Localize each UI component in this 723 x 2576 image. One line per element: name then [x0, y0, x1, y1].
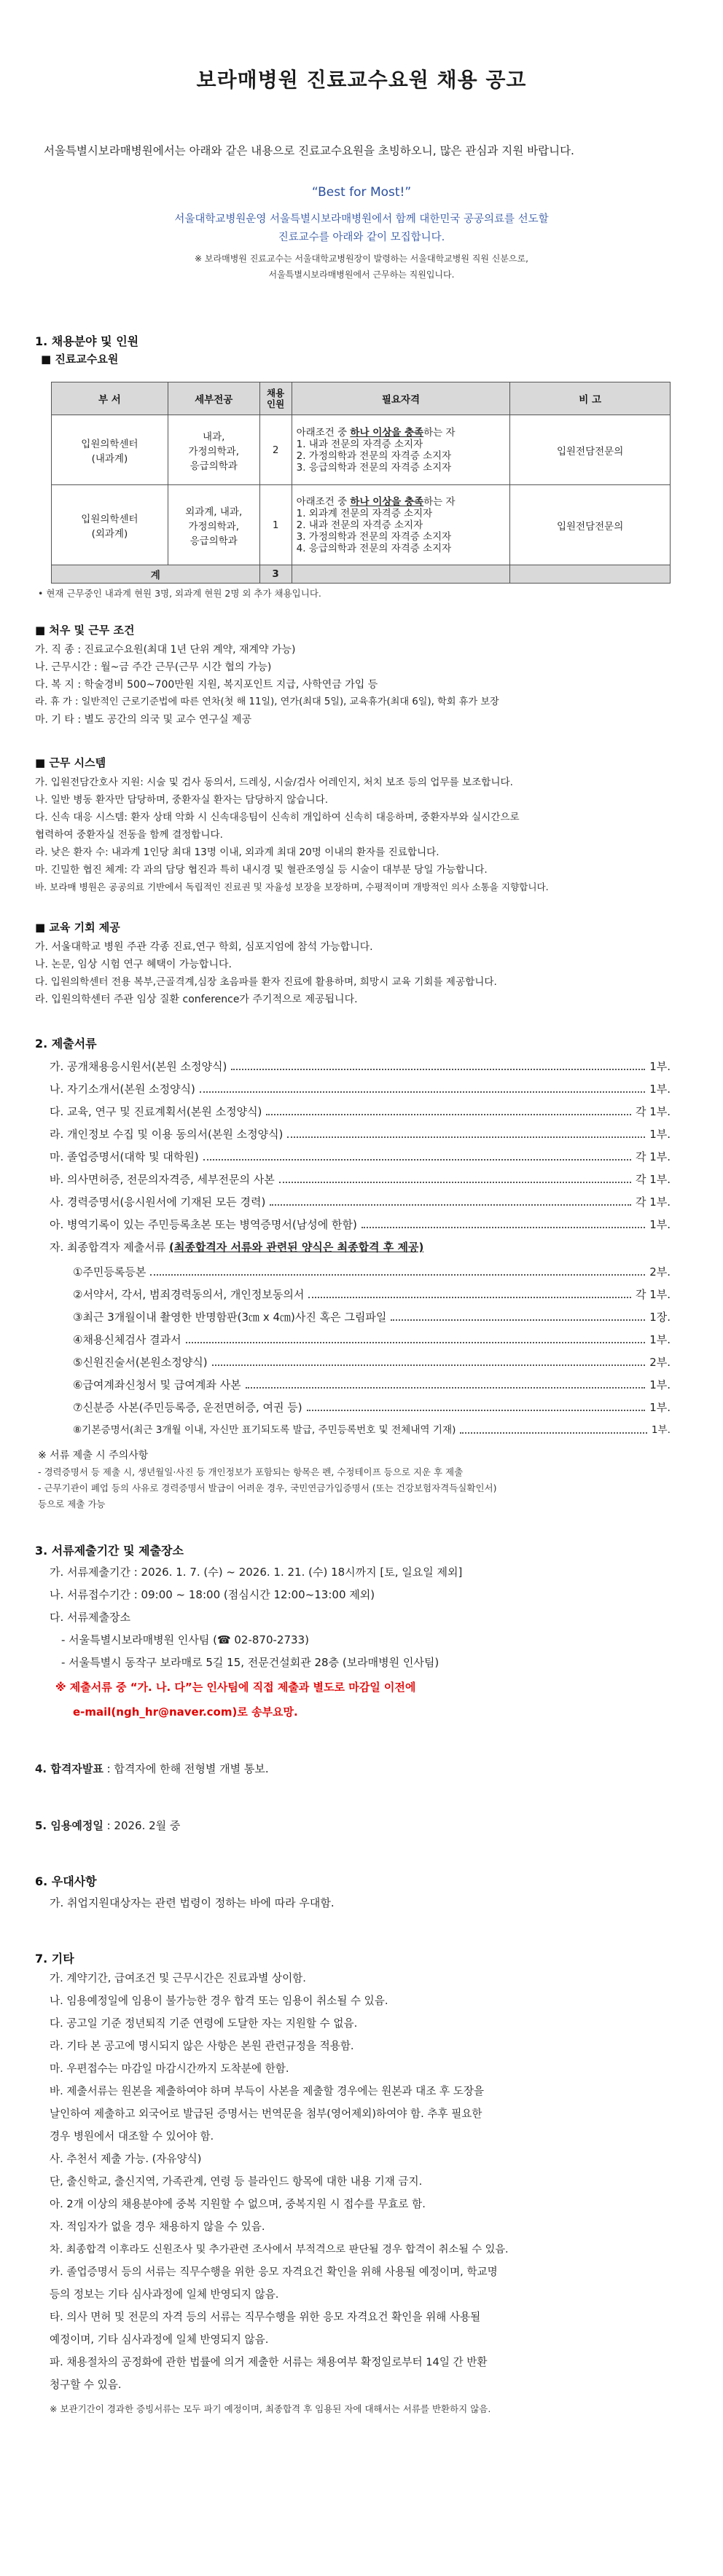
- th-requirements: 필요자격: [292, 382, 510, 415]
- etc-item: 다. 공고일 기준 정년퇴직 기준 연령에 도달한 자는 지원할 수 없음.: [50, 2017, 358, 2030]
- th-specialty: 세부전공: [168, 382, 259, 415]
- cell-dept: 입원의학센터 (외과계): [52, 485, 168, 565]
- cell-count: 2: [259, 415, 292, 485]
- etc-item: 자. 적임자가 없을 경우 채용하지 않을 수 있음.: [50, 2220, 265, 2233]
- document-item: 가. 공개채용응시원서(본원 소정양식) 1부.: [50, 1056, 671, 1077]
- document-item: 다. 교육, 연구 및 진료계획서(본원 소정양식) 각 1부.: [50, 1102, 671, 1122]
- education-heading: ■ 교육 기회 제공: [35, 921, 120, 934]
- etc-item: 사. 추천서 제출 가능. (자유양식): [50, 2153, 202, 2165]
- etc-item: 아. 2개 이상의 채용분야에 중복 지원할 수 없으며, 중복지원 시 접수를 무효로 함.: [50, 2198, 426, 2210]
- preference-heading: 6. 우대사항: [35, 1874, 97, 1888]
- system-item: 협력하여 중환자실 전동을 함께 결정합니다.: [35, 829, 223, 841]
- intro-text: 서울특별시보라매병원에서는 아래와 같은 내용으로 진료교수요원을 초빙하오니, 많은 관심과 지원 바랍니다.: [44, 144, 574, 157]
- recruit-table: [51, 382, 671, 584]
- etc-item: 라. 기타 본 공고에 명시되지 않은 사항은 본원 관련규정을 적용함.: [50, 2040, 354, 2052]
- etc-item: 가. 계약기간, 급여조건 및 근무시간은 진료과별 상이함.: [50, 1972, 306, 1984]
- etc-item: 파. 채용절차의 공정화에 관한 법률에 의거 제출한 서류는 채용여부 확정일로부터 14일 간 반환: [50, 2356, 488, 2368]
- cell-specialty: 외과계, 내과, 가정의학과, 응급의학과: [168, 485, 259, 565]
- education-item: 다. 입원의학센터 전용 복부,근골격계,심장 초음파를 환자 진료에 활용하며, 희망시 교육 기회를 제공합니다.: [35, 976, 497, 988]
- section-recruit-heading: 1. 채용분야 및 인원: [35, 334, 139, 348]
- condition-item: 다. 복 지 : 학술경비 500~700만원 지원, 복지포인트 지급, 사학연금 가입 등: [35, 679, 378, 691]
- motto-line-2: 진료교수를 아래와 같이 모집합니다.: [278, 232, 445, 243]
- condition-item: 마. 기 타 : 별도 공간의 의국 및 교수 연구실 제공: [35, 714, 252, 726]
- final-documents-label: 자. 최종합격자 제출서류 (최종합격자 서류와 관련된 양식은 최종합격 후 제공): [50, 1241, 424, 1254]
- etc-item: 타. 의사 면허 및 전문의 자격 등의 서류는 직무수행을 위한 응모 자격요건 확인을 위해 사용될: [50, 2311, 481, 2323]
- table-header-row: [52, 382, 671, 415]
- th-note: 비 고: [510, 382, 671, 415]
- announce-line: 4. 합격자발표 : 합격자에 한해 전형별 개별 통보.: [35, 1762, 269, 1775]
- table-row: [52, 415, 671, 485]
- etc-item: 등의 정보는 기타 심사과정에 일체 반영되지 않음.: [50, 2288, 279, 2301]
- table-row: [52, 485, 671, 565]
- system-item: 다. 신속 대응 시스템: 환자 상태 악화 시 신속대응팀이 신속히 개입하여 신속히 대응하며, 중환자부와 실시간으로: [35, 812, 520, 823]
- condition-item: 가. 직 종 : 진료교수요원(최대 1년 단위 계약, 재계약 가능): [35, 644, 296, 656]
- etc-item: 차. 최종합격 이후라도 신원조사 및 추가관련 조사에서 부적격으로 판단될 경우 합격이 취소될 수 있음.: [50, 2244, 509, 2255]
- document-item: 마. 졸업증명서(대학 및 대학원) 각 1부.: [50, 1147, 671, 1167]
- cell-count: 1: [259, 485, 292, 565]
- etc-item: 단, 출신학교, 출신지역, 가족관계, 연령 등 블라인드 항목에 대한 내용 기재 금지.: [50, 2175, 423, 2188]
- total-count: 3: [259, 565, 292, 584]
- education-item: 가. 서울대학교 병원 주관 각종 진료,연구 학회, 심포지엄에 참석 가능합니다.: [35, 941, 373, 953]
- final-document-item: ①주민등록등본 2부.: [73, 1262, 671, 1282]
- documents-note: - 근무기관이 폐업 등의 사유로 경력증명서 발급이 어려운 경우, 국민연금가입증명서 (또는 건강보험자격득실확인서): [38, 1483, 497, 1493]
- subsection-position: ■ 진료교수요원: [41, 353, 119, 366]
- condition-item: 라. 휴 가 : 일반적인 근로기준법에 따른 연차(첫 해 11일), 연가(최대 5일), 교육휴가(최대 6일), 학회 휴가 보장: [35, 696, 499, 707]
- final-document-item: ④채용신체검사 결과서 1부.: [73, 1330, 671, 1350]
- document-item: 사. 경력증명서(응시원서에 기재된 모든 경력) 각 1부.: [50, 1192, 671, 1212]
- submission-heading: 3. 서류제출기간 및 제출장소: [35, 1544, 184, 1558]
- table-total-row: [52, 565, 671, 584]
- final-document-item: ③최근 3개월이내 촬영한 반명함판(3㎝ x 4㎝)사진 혹은 그림파일 1장.: [73, 1307, 671, 1327]
- documents-note: - 경력증명서 등 제출 시, 생년월일·사진 등 개인정보가 포함되는 항목은 펜, 수정테이프 등으로 지운 후 제출: [38, 1466, 464, 1477]
- submission-item: - 서울특별시 동작구 보라매로 5길 15, 전문건설회관 28층 (보라매병원 인사팀): [61, 1656, 439, 1669]
- final-document-item: ⑧기본증명서(최근 3개월 이내, 자신만 표기되도록 발급, 주민등록번호 및 전체내역 기재) 1부.: [73, 1420, 671, 1440]
- etc-item: 바. 제출서류는 원본을 제출하여야 하며 부득이 사본을 제출할 경우에는 원본과 대조 후 도장을: [50, 2085, 485, 2097]
- etc-item: 나. 임용예정일에 임용이 불가능한 경우 합격 또는 임용이 취소될 수 있음.: [50, 1995, 388, 2007]
- total-label: 계: [52, 565, 260, 584]
- etc-heading: 7. 기타: [35, 1952, 74, 1966]
- appoint-line: 5. 임용예정일 : 2026. 2월 중: [35, 1819, 181, 1832]
- document-item: 라. 개인정보 수집 및 이용 동의서(본원 소정양식) 1부.: [50, 1124, 671, 1144]
- system-item: 나. 일반 병동 환자만 담당하며, 중환자실 환자는 담당하지 않습니다.: [35, 794, 329, 806]
- final-document-item: ②서약서, 각서, 범죄경력동의서, 개인정보동의서 각 1부.: [73, 1284, 671, 1305]
- preference-item: 가. 취업지원대상자는 관련 법령이 정하는 바에 따라 우대함.: [50, 1896, 335, 1909]
- system-item: 마. 긴밀한 협진 체계: 각 과의 담당 협진과 특히 내시경 및 혈관조영실 등 시술이 대부분 당일 가능합니다.: [35, 864, 488, 876]
- th-dept: 부 서: [52, 382, 168, 415]
- submission-item: 다. 서류제출장소: [50, 1611, 130, 1624]
- submission-warning-1: ※ 제출서류 중 “가. 나. 다”는 인사팀에 직접 제출과 별도로 마감일 이전에: [55, 1681, 416, 1694]
- documents-note-title: ※ 서류 제출 시 주의사항: [38, 1450, 149, 1461]
- etc-item: 예정이며, 기타 심사과정에 일체 반영되지 않음.: [50, 2333, 269, 2346]
- etc-item: 카. 졸업증명서 등의 서류는 직무수행을 위한 응모 자격요건 확인을 위해 사용될 예정이며, 학교명: [50, 2266, 498, 2278]
- submission-item: - 서울특별시보라매병원 인사팀 (☎ 02-870-2733): [61, 1633, 309, 1646]
- conditions-heading: ■ 처우 및 근무 조건: [35, 624, 135, 637]
- th-count: 채용 인원: [259, 382, 292, 415]
- cell-note: 입원전담전문의: [510, 485, 671, 565]
- etc-item: 경우 병원에서 대조할 수 있어야 함.: [50, 2130, 214, 2143]
- etc-item: 마. 우편접수는 마감일 마감시간까지 도착분에 한함.: [50, 2062, 289, 2075]
- document-item: 바. 의사면허증, 전문의자격증, 세부전문의 사본 각 1부.: [50, 1169, 671, 1190]
- final-document-item: ⑥급여계좌신청서 및 급여계좌 사본 1부.: [73, 1375, 671, 1395]
- motto-note-1: ※ 보라매병원 진료교수는 서울대학교병원장이 발령하는 서울대학교병원 직원 신분으로,: [195, 254, 528, 264]
- documents-heading: 2. 제출서류: [35, 1037, 97, 1051]
- page-title: 보라매병원 진료교수요원 채용 공고: [196, 68, 527, 92]
- system-heading: ■ 근무 시스템: [35, 756, 106, 769]
- final-document-item: ⑦신분증 사본(주민등록증, 운전면허증, 여권 등) 1부.: [73, 1397, 671, 1418]
- system-item: 가. 입원전담간호사 지원: 시술 및 검사 동의서, 드레싱, 시술/검사 어레인지, 처치 보조 등의 업무를 보조합니다.: [35, 777, 513, 788]
- motto: “Best for Most!”: [311, 185, 412, 200]
- submission-warning-2: e-mail(ngh_hr@naver.com)로 송부요망.: [73, 1705, 298, 1719]
- education-item: 나. 논문, 임상 시험 연구 혜택이 가능합니다.: [35, 959, 232, 970]
- system-item: 라. 낮은 환자 수: 내과계 1인당 최대 13명 이내, 외과계 최대 20명 이내의 환자를 진료합니다.: [35, 847, 439, 858]
- cell-note: 입원전담전문의: [510, 415, 671, 485]
- motto-note-2: 서울특별시보라매병원에서 근무하는 직원입니다.: [268, 270, 455, 280]
- document-item: 아. 병역기록이 있는 주민등록초본 또는 병역증명서(남성에 한함) 1부.: [50, 1214, 671, 1235]
- education-item: 라. 입원의학센터 주관 임상 질환 conference가 주기적으로 제공됩니다.: [35, 994, 358, 1005]
- etc-item: 날인하여 제출하고 외국어로 발급된 증명서는 번역문을 첨부(영어제외)하여야 함. 추후 필요한: [50, 2108, 482, 2120]
- etc-footnote: ※ 보관기간이 경과한 증빙서류는 모두 파기 예정이며, 최종합격 후 임용된 자에 대해서는 서류를 반환하지 않음.: [50, 2403, 491, 2414]
- documents-note: 등으로 제출 가능: [38, 1499, 106, 1509]
- cell-specialty: 내과, 가정의학과, 응급의학과: [168, 415, 259, 485]
- cell-dept: 입원의학센터 (내과계): [52, 415, 168, 485]
- motto-line-1: 서울대학교병원운영 서울특별시보라매병원에서 함께 대한민국 공공의료를 선도할: [174, 213, 549, 225]
- cell-requirements: 아래조건 중 하나 이상을 충족하는 자 1. 외과계 전문의 자격증 소지자 2. 내과 전문의 자격증 소지자 3. 가정의학과 전문의 자격증 소지자 4. 응급의학과 전문의 자격증 소지자: [292, 485, 510, 565]
- submission-item: 나. 서류접수기간 : 09:00 ~ 18:00 (점심시간 12:00~13:00 제외): [50, 1588, 375, 1601]
- table-note: • 현재 근무중인 내과계 현원 3명, 외과계 현원 2명 외 추가 채용입니다.: [38, 588, 321, 599]
- submission-item: 가. 서류제출기간 : 2026. 1. 7. (수) ~ 2026. 1. 21. (수) 18시까지 [토, 일요일 제외]: [50, 1566, 463, 1579]
- final-document-item: ⑤신원진술서(본원소정양식) 2부.: [73, 1352, 671, 1373]
- document-item: 나. 자기소개서(본원 소정양식) 1부.: [50, 1079, 671, 1099]
- system-item: 바. 보라매 병원은 공공의료 기반에서 독립적인 진료권 및 자율성 보장을 보장하며, 수평적이며 개방적인 의사 소통을 지향합니다.: [35, 881, 549, 892]
- condition-item: 나. 근무시간 : 월~금 주간 근무(근무 시간 협의 가능): [35, 661, 272, 673]
- etc-item: 청구할 수 있음.: [50, 2379, 122, 2391]
- cell-requirements: 아래조건 중 하나 이상을 충족하는 자 1. 내과 전문의 자격증 소지자 2. 가정의학과 전문의 자격증 소지자 3. 응급의학과 전문의 자격증 소지자: [292, 415, 510, 485]
